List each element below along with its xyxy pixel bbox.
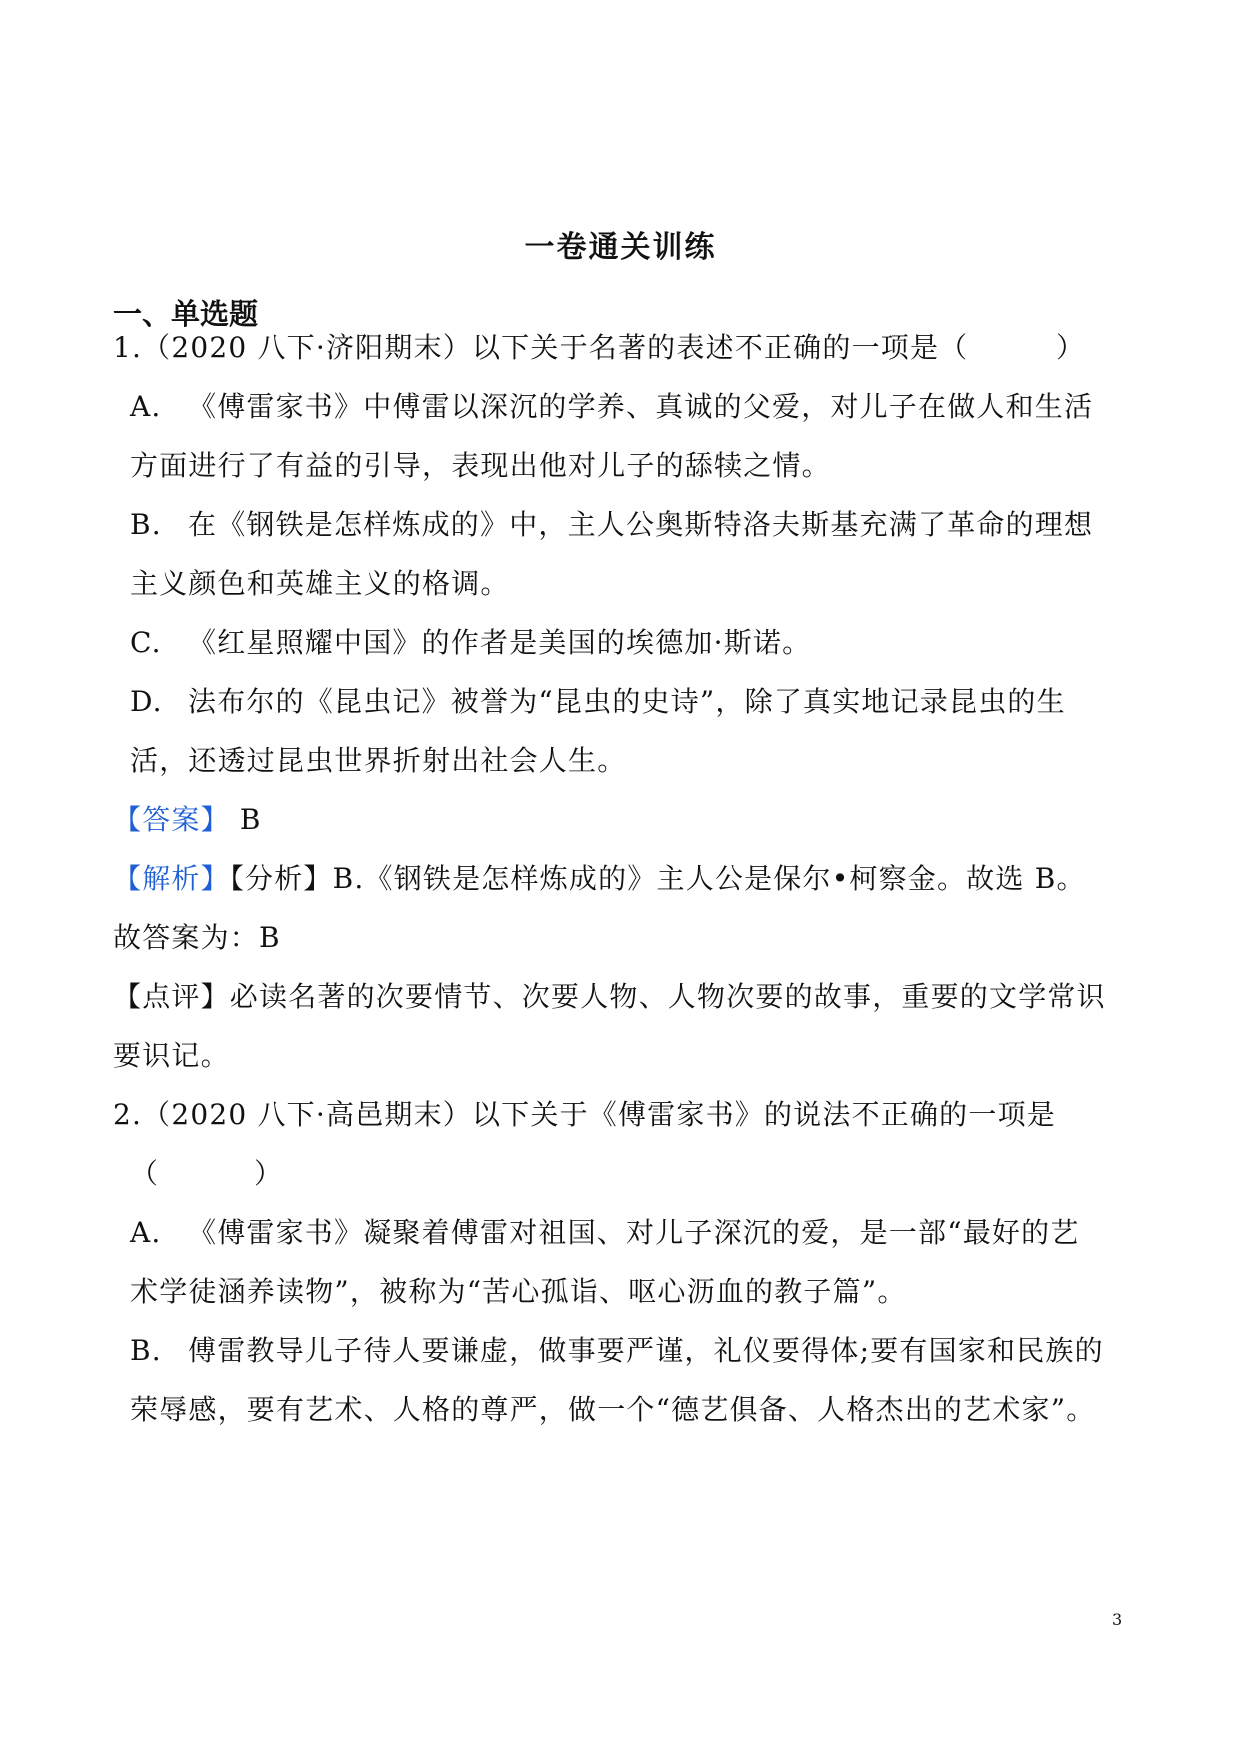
answer-value: B <box>239 803 262 836</box>
option-text: 傅雷教导儿子待人要谦虚，做事要严谨，礼仪要得体;要有国家和民族的 <box>188 1334 1104 1367</box>
q1-option-d <box>130 680 1066 720</box>
q1-comment: 【点评】必读名著的次要情节、次要人物、人物次要的故事，重要的文学常识 <box>113 980 1106 1013</box>
q1-option-d-cont: 活，还透过昆虫世界折射出社会人生。 <box>130 744 627 777</box>
page-number: 3 <box>1112 1610 1123 1629</box>
option-text: 《红星照耀中国》的作者是美国的埃德加·斯诺。 <box>188 626 812 659</box>
q1-option-a-cont: 方面进行了有益的引导，表现出他对儿子的舔犊之情。 <box>130 449 831 482</box>
option-text: 《傅雷家书》中傅雷以深沉的学养、真诚的父爱，对儿子在做人和生活 <box>188 390 1094 423</box>
q1-comment-cont: 要识记。 <box>113 1039 230 1072</box>
analysis-label: 【解析】 <box>113 862 230 895</box>
question-2-bracket: （ ） <box>130 1157 286 1190</box>
q1-analysis-cont: 故答案为：B <box>113 921 281 954</box>
question-2-stem: 2.（2020 八下·高邑期末）以下关于《傅雷家书》的说法不正确的一项是 <box>113 1098 1056 1131</box>
q1-option-a <box>130 385 1093 425</box>
q1-analysis <box>113 857 1086 897</box>
answer-label: 【答案】 <box>113 803 230 836</box>
q2-option-b <box>130 1329 1104 1369</box>
analysis-text: 【分析】B.《钢铁是怎样炼成的》主人公是保尔•柯察金。故选 B。 <box>229 862 1086 895</box>
q1-option-b <box>130 503 1093 543</box>
q1-option-b-cont: 主义颜色和英雄主义的格调。 <box>130 567 510 600</box>
option-text: 《傅雷家书》凝聚着傅雷对祖国、对儿子深沉的爱，是一部“最好的艺 <box>188 1216 1080 1249</box>
option-text: 法布尔的《昆虫记》被誉为“昆虫的史诗”，除了真实地记录昆虫的生 <box>188 685 1066 718</box>
q2-option-a-cont: 术学徒涵养读物”，被称为“苦心孤诣、呕心沥血的教子篇”。 <box>130 1275 907 1308</box>
section-heading: 一、单选题 <box>113 297 259 331</box>
option-letter: A. <box>130 1216 162 1249</box>
q1-answer <box>113 798 262 838</box>
option-letter: B. <box>130 1334 162 1367</box>
q2-option-a <box>130 1211 1080 1251</box>
q2-option-b-cont: 荣辱感，要有艺术、人格的尊严，做一个“德艺俱备、人格杰出的艺术家”。 <box>130 1393 1096 1426</box>
page-title: 一卷通关训练 <box>524 230 717 265</box>
option-letter: A. <box>130 390 162 423</box>
option-letter: D. <box>130 685 163 718</box>
option-letter: B. <box>130 508 162 541</box>
q1-option-c <box>130 621 811 661</box>
option-text: 在《钢铁是怎样炼成的》中，主人公奥斯特洛夫斯基充满了革命的理想 <box>188 508 1094 541</box>
question-1-stem: 1.（2020 八下·济阳期末）以下关于名著的表述不正确的一项是（ ） <box>113 331 1086 364</box>
option-letter: C. <box>130 626 162 659</box>
